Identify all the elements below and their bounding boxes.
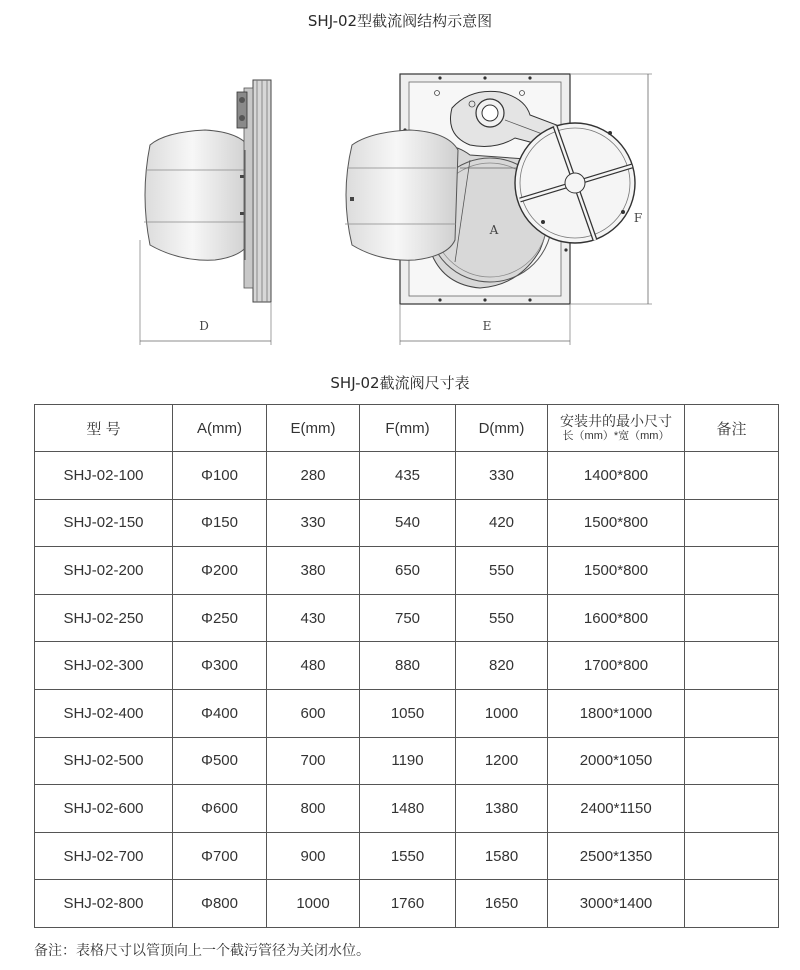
cell-model: SHJ-02-500 (35, 737, 173, 785)
cell-well: 2500*1350 (548, 832, 685, 880)
cell-remark (685, 689, 779, 737)
cell-well: 1500*800 (548, 499, 685, 547)
header-d: D(mm) (456, 405, 548, 452)
cell-e: 280 (267, 452, 360, 500)
cell-well: 1600*800 (548, 594, 685, 642)
cell-e: 430 (267, 594, 360, 642)
cell-model: SHJ-02-150 (35, 499, 173, 547)
cell-e: 380 (267, 547, 360, 595)
cell-well: 1700*800 (548, 642, 685, 690)
table-row (35, 880, 779, 928)
table-body (35, 452, 779, 928)
cell-model: SHJ-02-600 (35, 785, 173, 833)
label-d: D (199, 319, 209, 333)
cell-e: 800 (267, 785, 360, 833)
cell-f: 1190 (360, 737, 456, 785)
cell-e: 480 (267, 642, 360, 690)
cell-a: Φ100 (173, 452, 267, 500)
cell-model: SHJ-02-100 (35, 452, 173, 500)
cell-a: Φ400 (173, 689, 267, 737)
header-well-size-main: 安装井的最小尺寸 (560, 413, 672, 429)
cell-f: 540 (360, 499, 456, 547)
cell-model: SHJ-02-200 (35, 547, 173, 595)
cell-remark (685, 594, 779, 642)
table-header-row (35, 405, 779, 452)
cell-f: 1480 (360, 785, 456, 833)
header-model: 型 号 (35, 405, 173, 452)
cell-a: Φ250 (173, 594, 267, 642)
header-e: E(mm) (267, 405, 360, 452)
cell-f: 650 (360, 547, 456, 595)
cell-model: SHJ-02-400 (35, 689, 173, 737)
header-f: F(mm) (360, 405, 456, 452)
cell-remark (685, 642, 779, 690)
cell-well: 3000*1400 (548, 880, 685, 928)
cell-remark (685, 452, 779, 500)
cell-f: 1050 (360, 689, 456, 737)
front-view (345, 74, 652, 345)
cell-a: Φ700 (173, 832, 267, 880)
table-row (35, 785, 779, 833)
front-wheel (515, 123, 635, 243)
front-dimension-e (400, 304, 570, 345)
table-row (35, 452, 779, 500)
cell-model: SHJ-02-800 (35, 880, 173, 928)
cell-remark (685, 547, 779, 595)
cell-f: 1760 (360, 880, 456, 928)
cell-remark (685, 785, 779, 833)
cell-remark (685, 880, 779, 928)
footnote: 备注：表格尺寸以管顶向上一个截污管径为关闭水位。 (34, 943, 370, 959)
table-row (35, 689, 779, 737)
table-row (35, 832, 779, 880)
cell-e: 1000 (267, 880, 360, 928)
header-a: A(mm) (173, 405, 267, 452)
cell-d: 420 (456, 499, 548, 547)
header-remark: 备注 (685, 405, 779, 452)
cell-e: 330 (267, 499, 360, 547)
cell-e: 700 (267, 737, 360, 785)
valve-structure-diagram (0, 0, 800, 370)
cell-d: 1000 (456, 689, 548, 737)
table-title: SHJ-02截流阀尺寸表 (330, 374, 470, 392)
cell-well: 1500*800 (548, 547, 685, 595)
cell-f: 880 (360, 642, 456, 690)
cell-remark (685, 832, 779, 880)
cell-d: 1650 (456, 880, 548, 928)
cell-model: SHJ-02-300 (35, 642, 173, 690)
cell-a: Φ150 (173, 499, 267, 547)
cell-remark (685, 737, 779, 785)
cell-f: 1550 (360, 832, 456, 880)
table-row (35, 499, 779, 547)
cell-e: 900 (267, 832, 360, 880)
label-e: E (482, 319, 492, 333)
table-row (35, 737, 779, 785)
cell-well: 1400*800 (548, 452, 685, 500)
table-row (35, 547, 779, 595)
header-well-size (548, 405, 685, 452)
table-row (35, 642, 779, 690)
side-view (140, 80, 271, 345)
cell-d: 820 (456, 642, 548, 690)
cell-a: Φ600 (173, 785, 267, 833)
cell-f: 435 (360, 452, 456, 500)
cell-a: Φ200 (173, 547, 267, 595)
cell-d: 1200 (456, 737, 548, 785)
label-f: F (633, 211, 643, 225)
cell-d: 550 (456, 547, 548, 595)
cell-d: 1380 (456, 785, 548, 833)
cell-d: 550 (456, 594, 548, 642)
table-row (35, 594, 779, 642)
dimension-table (34, 404, 779, 928)
cell-e: 600 (267, 689, 360, 737)
cell-f: 750 (360, 594, 456, 642)
cell-well: 2000*1050 (548, 737, 685, 785)
cell-well: 1800*1000 (548, 689, 685, 737)
front-float (345, 130, 458, 260)
cell-model: SHJ-02-700 (35, 832, 173, 880)
cell-a: Φ300 (173, 642, 267, 690)
cell-well: 2400*1150 (548, 785, 685, 833)
cell-remark (685, 499, 779, 547)
header-well-size-sub: 长（mm）*宽（mm） (562, 430, 670, 442)
diagram-title: SHJ-02型截流阀结构示意图 (307, 12, 493, 30)
cell-a: Φ500 (173, 737, 267, 785)
cell-a: Φ800 (173, 880, 267, 928)
label-a: A (489, 223, 499, 237)
cell-model: SHJ-02-250 (35, 594, 173, 642)
side-float (144, 130, 250, 260)
cell-d: 330 (456, 452, 548, 500)
cell-d: 1580 (456, 832, 548, 880)
